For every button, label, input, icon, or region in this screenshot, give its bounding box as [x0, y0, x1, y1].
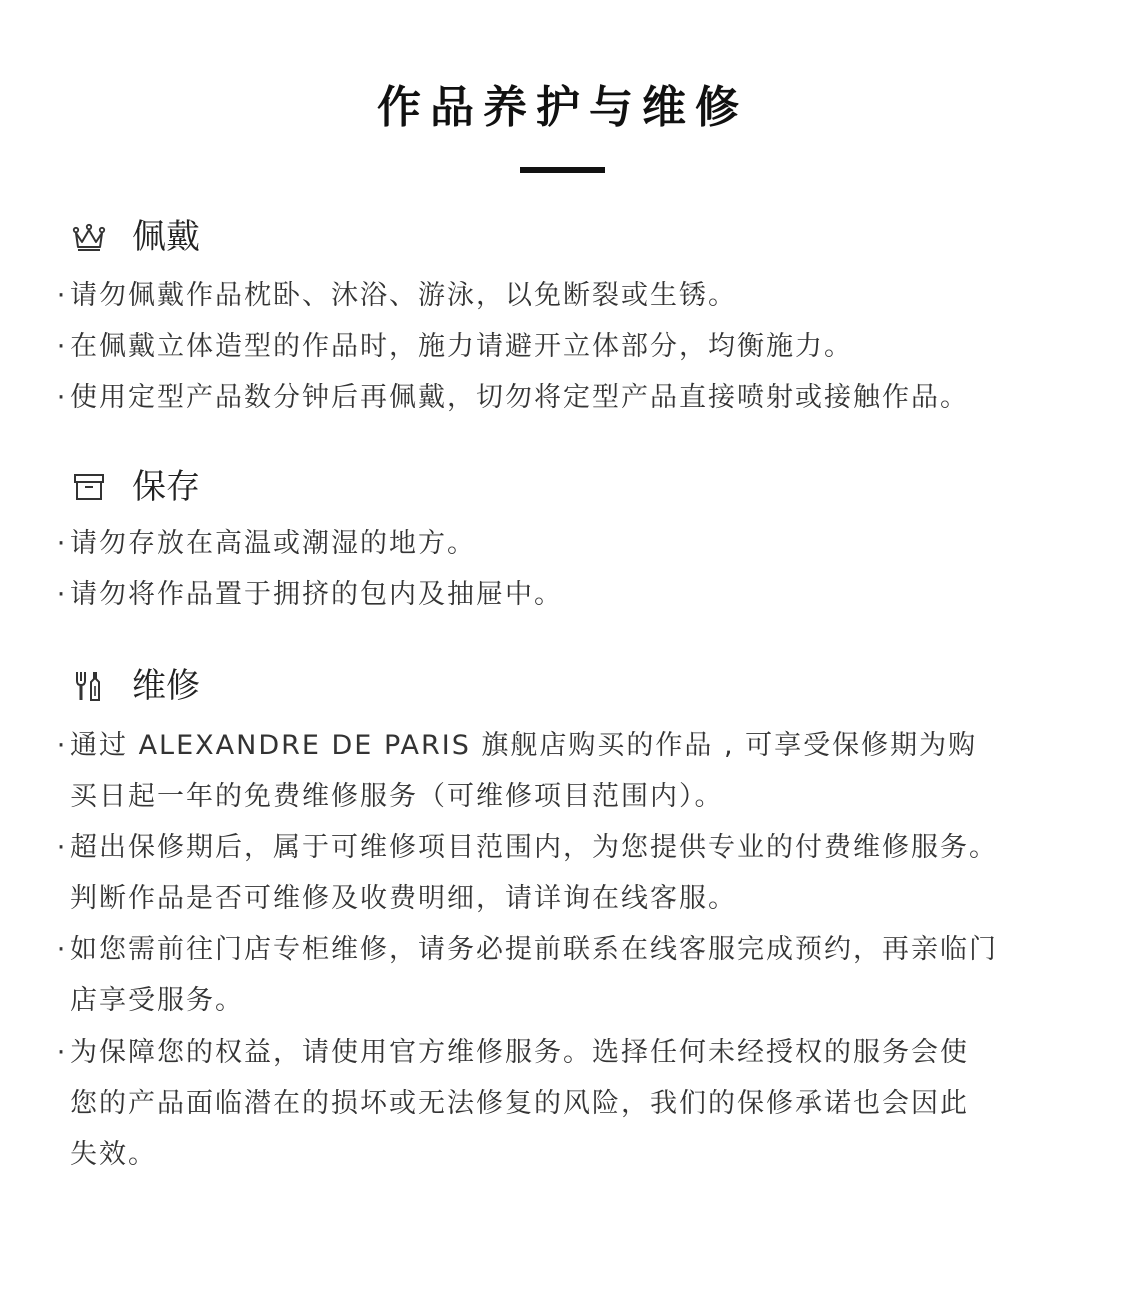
bullet: ·: [56, 579, 68, 610]
section-heading-repair: [72, 664, 200, 708]
list-item: [54, 569, 1064, 620]
page-title: 作品养护与维修: [377, 82, 748, 133]
list-item: [54, 1027, 1064, 1180]
list-item-text: 为保障您的权益，请使用官方维修服务。选择任何未经授权的服务会使: [70, 1037, 969, 1068]
bullet: ·: [56, 528, 68, 559]
repair-tools-icon: [72, 669, 106, 703]
list-item-text: 失效。: [70, 1139, 157, 1170]
list-item-text: 在佩戴立体造型的作品时，施力请避开立体部分，均衡施力。: [70, 331, 853, 362]
section-heading-storage: [72, 465, 200, 509]
section-heading-wearing: [72, 215, 200, 259]
list-item: [54, 720, 1064, 822]
list-item-text: 买日起一年的免费维修服务（可维修项目范围内）。: [70, 781, 724, 812]
list-item: [54, 518, 1064, 569]
bullet: ·: [56, 331, 68, 362]
title-underline: [520, 167, 605, 173]
list-item-text: 判断作品是否可维修及收费明细，请详询在线客服。: [70, 883, 737, 914]
bullet: ·: [56, 1037, 68, 1068]
list-item-text: 店享受服务。: [70, 985, 244, 1016]
bullet: ·: [56, 730, 68, 761]
list-item-text: 请勿佩戴作品枕卧、沐浴、游泳，以免断裂或生锈。: [70, 280, 737, 311]
list-item-text: 请勿存放在高温或潮湿的地方。: [70, 528, 476, 559]
list-item: [54, 372, 1064, 423]
list-item-text: 通过 ALEXANDRE DE PARIS 旗舰店购买的作品 , 可享受保修期为购: [70, 730, 978, 761]
list-item-text: 使用定型产品数分钟后再佩戴，切勿将定型产品直接喷射或接触作品。: [70, 382, 969, 413]
bullet: ·: [56, 382, 68, 413]
list-item-text: 请勿将作品置于拥挤的包内及抽屉中。: [70, 579, 563, 610]
bullet: ·: [56, 280, 68, 311]
section-title: 佩戴: [132, 217, 200, 257]
bullet: ·: [56, 934, 68, 965]
crown-icon: [72, 220, 106, 254]
list-item: [54, 270, 1064, 321]
section-title: 保存: [132, 467, 200, 507]
section-title: 维修: [132, 666, 200, 706]
list-item: [54, 924, 1064, 1026]
list-item-text: 如您需前往门店专柜维修，请务必提前联系在线客服完成预约，再亲临门: [70, 934, 998, 965]
list-item: [54, 822, 1064, 924]
storage-box-icon: [72, 470, 106, 504]
bullet: ·: [56, 832, 68, 863]
list-item-text: 超出保修期后，属于可维修项目范围内，为您提供专业的付费维修服务。: [70, 832, 998, 863]
list-item-text: 您的产品面临潜在的损坏或无法修复的风险，我们的保修承诺也会因此: [70, 1088, 969, 1119]
list-item: [54, 321, 1064, 372]
